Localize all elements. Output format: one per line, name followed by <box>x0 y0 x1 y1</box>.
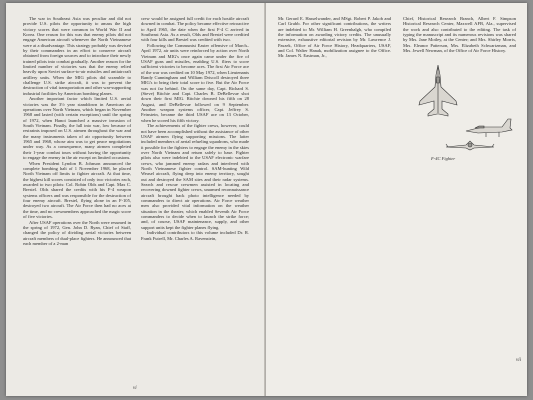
paragraph: The war in Southeast Asia was peculiar and did not provide U.S. pilots the opportunity to amass the high victory scores that were common in World War II and Korea. One reason for this was that enemy pilots did not engage American aircraft whenever the North Vietnamese were at a disadvantage. This strategy probably was devised by their commanders in an effort to conserve aircraft obtained from foreign sources and to introduce their newly trained pilots into combat gradually. Another reason for the limited number of victories was that the enemy relied heavily upon Soviet surface-to-air missiles and antiaircraft artillery units. When the MIG pilots did scramble to challenge U.S. strike aircraft, it was to prevent the destruction of vital transportation and other war-supporting industrial facilities by American bombing planes. <box>23 16 131 96</box>
paragraph: Individual contributors to this volume included Dr. R. Frank Futrell, Mr. Charles A. Ravenstein, <box>141 230 249 241</box>
left-page-column-1 <box>23 16 131 246</box>
page-number-right: vii <box>516 358 521 363</box>
left-page <box>6 3 266 396</box>
right-page <box>266 3 527 396</box>
f4c-fighter-illustration <box>408 61 518 156</box>
figure-caption: F-4C Fighter <box>431 156 456 161</box>
paragraph: After USAF operations over the North were resumed in the spring of 1972, Gen. John D. Ryan, Chief of Staff, changed the policy of dividing aerial victories between aircraft members of dual-place fighters. He announced that each member of a 2-man <box>23 219 131 246</box>
right-page-column-1 <box>278 16 391 59</box>
paragraph: The achievements of the fighter crews, however, could not have been accomplished without the assistance of other USAF airmen flying supporting missions. The latter included members of aerial refueling squadrons, who made it possible for the fighters to engage the enemy in the skies over North Vietnam and return safely to base. Fighter pilots also were indebted to the USAF electronic warfare crews, who jammed enemy radars and interfered with North Vietnamese fighter control. SAM-hunting Wild Weasel aircraft, flying deep into enemy territory, sought out and destroyed the SAM sites and their radar systems. Search and rescue crewmen assisted in locating and recovering downed fighter crews, unarmed reconnaissance aircraft brought back photo intelligence needed by commanders to direct air operations. Air Force weather men also provided vital information on the weather situation in the theater, which enabled Seventh Air Force commanders to decide when to launch the strike force; and, of course, USAF maintenance, supply, and other support units kept the fighter planes flying. <box>141 123 249 230</box>
aircraft-front-view <box>446 141 494 150</box>
page-number-left: vi <box>133 386 137 391</box>
left-page-column-2 <box>141 16 249 241</box>
book-spread <box>6 3 527 396</box>
right-page-column-2 <box>403 16 516 53</box>
paragraph: When President Lyndon B. Johnson announced the complete bombing halt of 1 November 1968, he placed North Vietnam off limits to fighter aircraft. At that time, the highest kill scores consisted of only two victories each, awarded to two pilots: Col. Robin Olds and Capt. Max C. Brestel. Olds shared the credits with his F-4 weapon systems officers and was responsible for the destruction of four enemy aircraft. Brestel, flying alone in an F-105, destroyed two aircraft. The Air Force then had no aces at the time, and no crewmembers approached the magic score of five victories. <box>23 160 131 220</box>
paragraph: Another important factor which limited U.S. aerial victories was the 3½ year standdown in American air operations over North Vietnam, which began in November 1968 and lasted (with certain exceptions) until the spring of 1972, when Hanoi launched a massive invasion of South Vietnam. Finally, the lull into war, low because of restraints imposed on U.S. airmen throughout the war and the many instruments taken of air opportunity between 1965 and 1968, whose aim was to get peace negotiations under way. As a consequence, many airmen completed their 1-year combat tours without having the opportunity to engage the enemy in the air except on limited occasions. <box>23 96 131 161</box>
paragraph: Following the Communist Easter offensive of March–April 1972, air units were reinforced by action over North Vietnam and MIG's once again came under the fire of USAF guns and missiles, enabling U.S. fliers to score sufficient victories to become aces. The first Air Force ace of the war was credited on 10 May 1972, when Lieutenants Randy Cunningham and William Driscoll destroyed three MIG's to bring their total score to five. But the Air Force was not far behind. On the same day, Capt. Richard S. (Steve) Ritchie and Capt. Charles B. DeBellevue shot down their first MIG. Ritchie downed his fifth on 28 August, and DeBellevue followed on 9 September. Another weapon systems officer, Capt. Jeffrey S. Feinstein, became the third USAF ace on 13 October, when he scored his fifth victory. <box>141 42 249 123</box>
aircraft-top-view <box>419 65 457 116</box>
paragraph: Chief, Historical Research Branch, Albert F. Simpson Historical Research Center, Maxwell AFB, Ala., supervised the work and also contributed to the editing. The task of typing the manuscript and its numerous revisions was shared by Mrs. Jane Motley, at the Center; and Mrs. Shirley Morris, Mrs. Eleanor Patterson, Mrs. Elizabeth Schwartzman, and Mrs. Jewell Newman, of the Office of Air Force History. <box>403 16 516 54</box>
paragraph: crew would be assigned full credit for each hostile aircraft downed in combat. The policy became effective retroactive to April 1965, the date when the first F-4 C arrived in Southeast Asia. As a result, Olds and Brestel were credited with four kills and Brestel was credited with two. <box>141 16 249 43</box>
paragraph: Mr. Gerard E. Hasselwander, and MSgt. Robert P. Jakob and Carl Grubb. For other significant contributions, the writers are indebted to Mr. William H. Greenhalgh, who compiled the information on awarding victory credits. The unusually extensive, exhaustive editorial revision by Mr. Lawrence J. Paszek, Office of Air Force History, Headquarters, USAF, and Col. Walter Hanak, mobilization assignee to the Office. Mr. James N. Eastman, Jr., <box>278 16 391 59</box>
aircraft-side-view <box>466 119 512 137</box>
